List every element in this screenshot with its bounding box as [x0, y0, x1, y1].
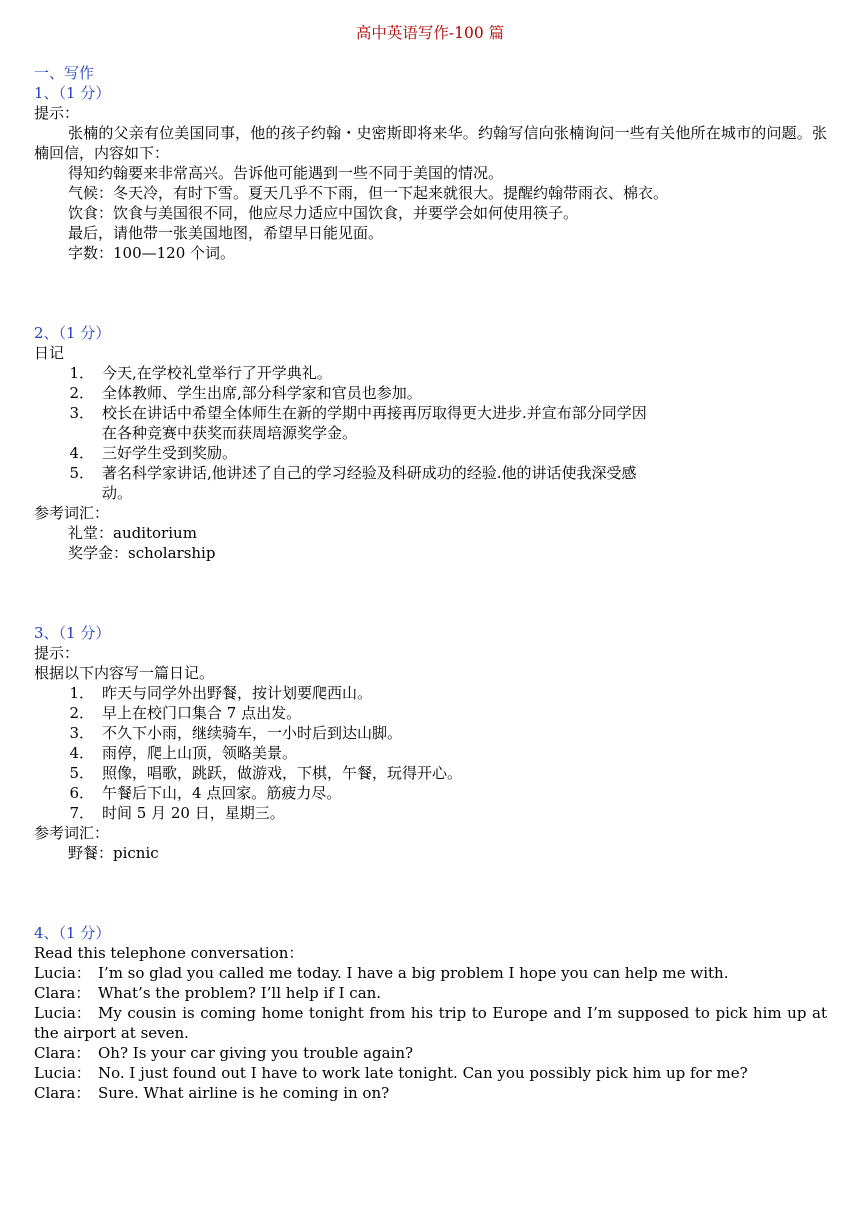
vocab-entry: 奖学金：scholarship	[68, 544, 216, 562]
item-text: 三好学生受到奖励。	[102, 444, 238, 462]
question-3	[34, 623, 827, 863]
dialogue-line	[34, 963, 827, 983]
question-1-line: 最后，请他带一张美国地图，希望早日能见面。	[68, 224, 384, 242]
item-number: 5．	[69, 764, 94, 782]
vocab-entry: 礼堂：auditorium	[68, 524, 197, 542]
question-4-label: 4、（1 分）	[34, 924, 111, 942]
speech-text: My cousin is coming home tonight from his trip to Europe and I’m supposed to pick him up at the airport at seven.	[34, 1004, 827, 1042]
list-item	[34, 383, 827, 403]
list-item	[34, 363, 827, 383]
list-item	[34, 443, 827, 463]
speaker-name: Clara：	[34, 1084, 91, 1102]
document-title: 高中英语写作-100 篇	[355, 24, 505, 42]
item-continuation: 在各种竞赛中获奖而获周培源奖学金。	[102, 424, 358, 442]
question-1-line: 气候：冬天冷，有时下雪。夏天几乎不下雨，但一下起来就很大。提醒约翰带雨衣、棉衣。	[68, 184, 669, 202]
question-4	[34, 923, 827, 1103]
speaker-name: Lucia：	[34, 1004, 91, 1022]
speech-text: No. I just found out I have to work late tonight. Can you possibly pick him up for me?	[98, 1064, 748, 1082]
dialogue-line	[34, 1003, 827, 1043]
item-text: 校长在讲话中希望全体师生在新的学期中再接再厉取得更大进步.并宣布部分同学因	[102, 404, 647, 422]
question-4-intro: Read this telephone conversation：	[34, 944, 304, 962]
item-text: 雨停，爬上山顶，领略美景。	[102, 744, 298, 762]
list-item	[34, 763, 827, 783]
speaker-name: Clara：	[34, 984, 91, 1002]
question-2-label: 2、（1 分）	[34, 324, 111, 342]
item-number: 3．	[69, 724, 94, 742]
list-item	[34, 403, 827, 443]
question-1-paragraph: 张楠的父亲有位美国同事，他的孩子约翰・史密斯即将来华。约翰写信向张楠询问一些有关他所在城市的问题。张楠回信，内容如下：	[34, 124, 827, 162]
hint-label: 提示：	[34, 104, 80, 122]
vocab-entry: 野餐：picnic	[68, 844, 159, 862]
item-number: 3．	[69, 404, 94, 422]
item-number: 1．	[69, 364, 94, 382]
question-2	[34, 323, 827, 563]
item-text: 著名科学家讲话,他讲述了自己的学习经验及科研成功的经验.他的讲话使我深受感	[102, 464, 637, 482]
dialogue-line	[34, 1043, 827, 1063]
question-1-line: 饮食：饮食与美国很不同，他应尽力适应中国饮食，并要学会如何使用筷子。	[68, 204, 579, 222]
question-3-intro: 根据以下内容写一篇日记。	[34, 664, 215, 682]
question-3-label: 3、（1 分）	[34, 624, 111, 642]
hint-label: 提示：	[34, 644, 80, 662]
item-text: 昨天与同学外出野餐，按计划要爬西山。	[102, 684, 373, 702]
item-number: 1．	[69, 684, 94, 702]
dialogue-line	[34, 983, 827, 1003]
list-item	[34, 683, 827, 703]
list-item	[34, 723, 827, 743]
item-number: 4．	[69, 744, 94, 762]
speech-text: I’m so glad you called me today. I have a big problem I hope you can help me with.	[98, 964, 729, 982]
question-1-label: 1、（1 分）	[34, 84, 111, 102]
item-text: 不久下小雨，继续骑车，一小时后到达山脚。	[102, 724, 403, 742]
speech-text: Oh? Is your car giving you trouble again?	[98, 1044, 414, 1062]
speech-text: What’s the problem? I’ll help if I can.	[98, 984, 382, 1002]
dialogue-line	[34, 1063, 827, 1083]
item-text: 今天,在学校礼堂举行了开学典礼。	[102, 364, 332, 382]
item-text: 全体教师、学生出席,部分科学家和官员也参加。	[102, 384, 422, 402]
item-number: 6．	[69, 784, 94, 802]
vocab-label: 参考词汇：	[34, 504, 110, 522]
item-continuation: 动。	[102, 484, 133, 502]
speech-text: Sure. What airline is he coming in on?	[98, 1084, 390, 1102]
list-item	[34, 743, 827, 763]
speaker-name: Clara：	[34, 1044, 91, 1062]
item-text: 时间 5 月 20 日，星期三。	[102, 804, 285, 822]
list-item	[34, 783, 827, 803]
diary-label: 日记	[34, 344, 65, 362]
item-number: 4．	[69, 444, 94, 462]
item-number: 7．	[69, 804, 94, 822]
item-text: 午餐后下山，4 点回家。筋疲力尽。	[102, 784, 342, 802]
dialogue-line	[34, 1083, 827, 1103]
speaker-name: Lucia：	[34, 1064, 91, 1082]
item-number: 2．	[69, 704, 94, 722]
question-1-line: 得知约翰要来非常高兴。告诉他可能遇到一些不同于美国的情况。	[68, 164, 504, 182]
word-count-line: 字数：100—120 个词。	[68, 244, 236, 262]
section-heading: 一、写作	[34, 64, 95, 82]
list-item	[34, 803, 827, 823]
question-1	[34, 63, 827, 263]
vocab-label: 参考词汇：	[34, 824, 110, 842]
speaker-name: Lucia：	[34, 964, 91, 982]
list-item	[34, 463, 827, 503]
item-number: 2．	[69, 384, 94, 402]
item-number: 5．	[69, 464, 94, 482]
item-text: 照像，唱歌，跳跃，做游戏，下棋，午餐，玩得开心。	[102, 764, 463, 782]
list-item	[34, 703, 827, 723]
item-text: 早上在校门口集合 7 点出发。	[102, 704, 302, 722]
